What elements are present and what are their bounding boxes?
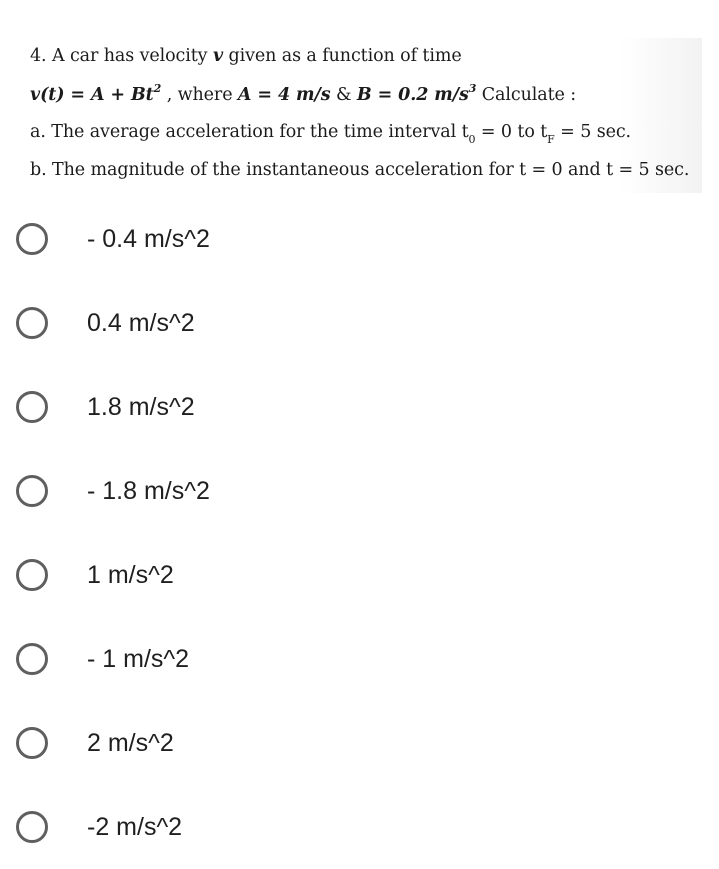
question-text: b. The magnitude of the instantaneous acceleration for t = 0 and t = 5 sec.	[30, 160, 690, 180]
question-text: Calculate :	[476, 85, 577, 105]
question-text: 4. A car has velocity	[30, 46, 213, 66]
b-value: B = 0.2 m/s	[356, 85, 469, 105]
equation-exponent: 2	[153, 82, 162, 96]
answer-option[interactable]	[16, 217, 516, 261]
radio-button-icon[interactable]	[16, 811, 48, 843]
question-line-1	[30, 45, 462, 67]
option-label: 1 m/s^2	[87, 560, 174, 589]
radio-button-icon[interactable]	[16, 727, 48, 759]
b-exponent: 3	[468, 82, 477, 96]
answer-option[interactable]	[16, 637, 516, 681]
option-label: 1.8 m/s^2	[87, 392, 195, 421]
option-label: - 1 m/s^2	[87, 644, 190, 673]
answer-option[interactable]	[16, 721, 516, 765]
question-text: a. The average acceleration for the time interval t	[30, 122, 469, 142]
answer-option[interactable]	[16, 385, 516, 429]
question-text: = 0 to t	[475, 122, 548, 142]
answer-option[interactable]	[16, 469, 516, 513]
option-label: - 0.4 m/s^2	[87, 224, 210, 253]
question-line-2	[30, 84, 576, 106]
question-text: = 5 sec.	[554, 122, 632, 142]
answer-option[interactable]	[16, 301, 516, 345]
option-label: 0.4 m/s^2	[87, 308, 195, 337]
subscript-0: 0	[468, 132, 476, 146]
question-text: given as a function of time	[223, 46, 462, 66]
question-image	[22, 38, 702, 193]
question-line-4	[30, 159, 689, 181]
velocity-equation: v(t) = A + Bt	[30, 85, 154, 105]
option-label: -2 m/s^2	[87, 812, 183, 841]
a-value: A = 4 m/s	[237, 85, 331, 105]
radio-button-icon[interactable]	[16, 475, 48, 507]
question-text: , where	[161, 85, 238, 105]
radio-button-icon[interactable]	[16, 307, 48, 339]
radio-button-icon[interactable]	[16, 643, 48, 675]
radio-button-icon[interactable]	[16, 559, 48, 591]
velocity-symbol: v	[212, 46, 224, 66]
radio-button-icon[interactable]	[16, 391, 48, 423]
option-label: - 1.8 m/s^2	[87, 476, 210, 505]
radio-button-icon[interactable]	[16, 223, 48, 255]
question-line-3	[30, 121, 632, 146]
question-text: &	[330, 85, 357, 105]
option-label: 2 m/s^2	[87, 728, 174, 757]
subscript-f: F	[547, 132, 555, 146]
answer-option[interactable]	[16, 553, 516, 597]
answer-option[interactable]	[16, 805, 516, 849]
